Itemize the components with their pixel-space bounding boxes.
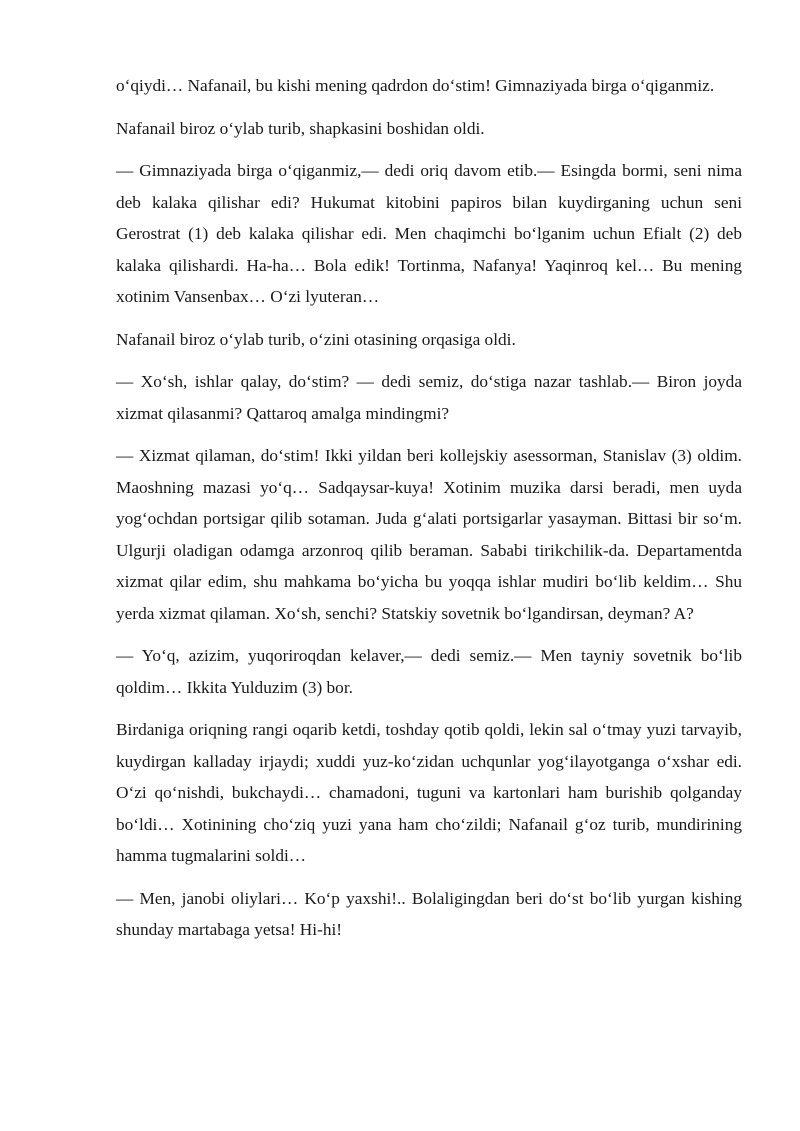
paragraph: o‘qiydi… Nafanail, bu kishi mening qadrdon do‘stim! Gimnaziyada birga o‘qiganmiz. [116, 76, 715, 95]
paragraph: — Yo‘q, azizim, yuqoriroqdan kelaver,— dedi semiz.— Men tayniy sovetnik bo‘lib qoldim… Ikkita Yulduzim (3) bor. [116, 646, 742, 697]
paragraph: — Gimnaziyada birga o‘qiganmiz,— dedi oriq davom etib.— Esingda bormi, seni nima deb kalaka qilishar edi? Hukumat kitobini papiros bilan kuydirganing uchun seni Gerostrat (1) deb kalaka qilishar edi. Men chaqimchi bo‘lganim uchun Efialt (2) deb kalaka qilishardi. Ha-ha… Bola edik! Tortinma, Nafanya! Yaqinroq kel… Bu mening xotinim Vansenbax… O‘zi lyuteran… [116, 161, 742, 306]
paragraph: — Xizmat qilaman, do‘stim! Ikki yildan beri kollejskiy asessorman, Stanislav (3) oldim. Maoshning mazasi yo‘q… Sadqaysar-kuya! Xotinim muzika darsi beradi, men uyda yog‘ochdan portsigar qilib sotaman. Juda g‘alati portsigarlar yasayman. Bittasi bir so‘m. Ulgurji oladigan odamga arzonroq qilib beraman. Sababi tirikchilik-da. Departamentda xizmat qilar edim, shu mahkama bo‘yicha bu yoqqa ishlar mudiri bo‘lib keldim… Shu yerda xizmat qilaman. Xo‘sh, senchi? Statskiy sovetnik bo‘lgandirsan, deyman? A? [116, 446, 742, 623]
paragraph: — Men, janobi oliylari… Ko‘p yaxshi!.. Bolaligingdan beri do‘st bo‘lib yurgan kishing shunday martabaga yetsa! Hi-hi! [116, 888, 742, 939]
paragraph: — Xo‘sh, ishlar qalay, do‘stim? — dedi semiz, do‘stiga nazar tashlab.— Biron joyda xizmat qilasanmi? Qattaroq amalga mindingmi? [116, 372, 742, 423]
paragraph: Nafanail biroz o‘ylab turib, shapkasini boshidan oldi. [116, 118, 485, 138]
paragraph: Nafanail biroz o‘ylab turib, o‘zini otasining orqasiga oldi. [116, 329, 516, 349]
document-page [116, 70, 742, 957]
paragraph: Birdaniga oriqning rangi oqarib ketdi, toshday qotib qoldi, lekin sal o‘tmay yuzi tarvayib, kuydirgan kalladay irjaydi; xuddi yuz-ko‘zidan uchqunlar yog‘ilayotganga o‘xshar edi. O‘zi qo‘nishdi, bukchaydi… chamadoni, tuguni va kartonlari ham burishib qolganday bo‘ldi… Xotinining cho‘ziq yuzi yana ham cho‘zildi; Nafanail g‘oz turib, mundirining hamma tugmalarini soldi… [116, 720, 742, 865]
